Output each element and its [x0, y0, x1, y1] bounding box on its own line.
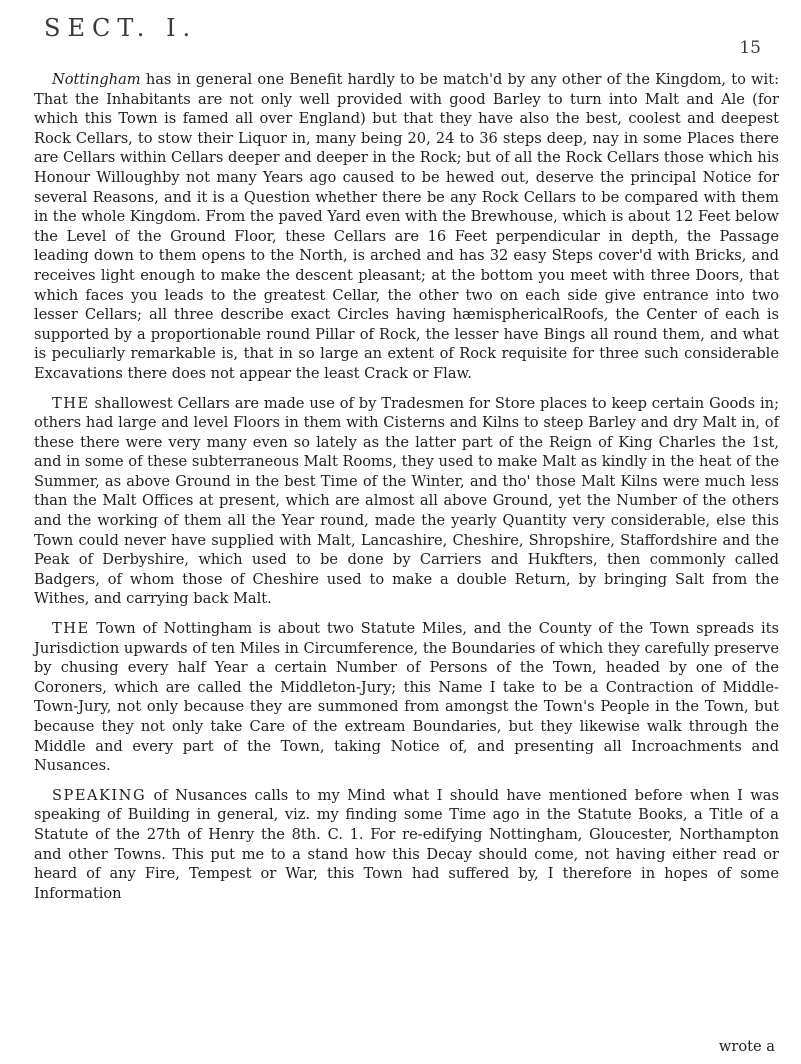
paragraph-2 — [34, 394, 779, 610]
paragraph-4-lead: SPEAKING — [52, 786, 147, 804]
paragraph-4-text: of Nusances calls to my Mind what I should have mentioned before when I was speaking of Building in general, viz. my finding some Time ago in the Statute Books, a Title of a Statute of the 27th of Henry the 8th. C. 1. For re-edifying Nottingham, Gloucester, Northampton and other Towns. This put me to a stand how this Decay should come, not having either read or heard of any Fire, Tempest or War, this Town had suffered by, I therefore in hopes of some Information — [34, 786, 779, 902]
page-header — [34, 0, 779, 70]
page-number: 15 — [739, 38, 761, 58]
section-heading: SECT. I. — [44, 14, 198, 42]
paragraph-2-text: shallowest Cellars are made use of by Tradesmen for Store places to keep certain Goods in; others had large and level Floors in them with Cisterns and Kilns to steep Barley and dry Malt in, of these there were very many even so lately as the latter part of the Reign of King Charles the 1st, and in some of these subterraneous Malt Rooms, they used to make Malt as kindly in the heat of the Summer, as above Ground in the best Time of the Winter, and tho' those Malt Kilns were much less than the Malt Offices at present, which are almost all above Ground, yet the Number of the others and the working of them all the Year round, made the yearly Quantity very considerable, else this Town could never have supplied with Malt, Lancashire, Cheshire, Shropshire, Staffordshire and the Peak of Derbyshire, which used to be done by Carriers and Hukfters, then commonly called Badgers, of whom those of Cheshire used to make a double Return, by bringing Salt from the Withes, and carrying back Malt. — [34, 394, 779, 608]
paragraph-1-lead: Nottingham — [52, 71, 141, 88]
paragraph-2-lead: THE — [52, 394, 90, 412]
paragraph-4 — [34, 786, 779, 904]
catchword: wrote a — [718, 1038, 775, 1055]
paragraph-1 — [34, 70, 779, 384]
paragraph-3 — [34, 619, 779, 776]
paragraph-3-text: Town of Nottingham is about two Statute Miles, and the County of the Town spreads its Jurisdiction upwards of ten Miles in Circumference, the Boundaries of which they carefully preserve by chusing every half Year a certain Number of Persons of the Town, headed by one of the Coroners, which are called the Middleton-Jury; this Name I take to be a Contraction of Middle-Town-Jury, not only because they are summoned from amongst the Town's People in the Town, but because they not only take Care of the extream Boundaries, but they likewise walk through the Middle and every part of the Town, taking Notice of, and presenting all Incroachments and Nusances. — [34, 620, 779, 775]
paragraph-3-lead: THE — [52, 620, 90, 638]
paragraph-1-text: has in general one Benefit hardly to be match'd by any other of the Kingdom, to wit: That the Inhabitants are not only well provided with good Barley to turn into Malt and Ale (for which this Town is famed all over England) but that they have also the best, coolest and deepest Rock Cellars, to stow their Liquor in, many being 20, 24 to 36 steps deep, nay in some Places there are Cellars within Cellars deeper and deeper in the Rock; but of all the Rock Cellars those which his Honour Willoughby not many Years ago caused to be hewed out, deserve the principal Notice for several Reasons, and it is a Question whether there be any Rock Cellars to be compared with them in the whole Kingdom. From the paved Yard even with the Brewhouse, which is about 12 Feet below the Level of the Ground Floor, these Cellars are 16 Feet perpendicular in depth, the Passage leading down to them opens to the North, is arched and has 32 easy Steps cover'd with Bricks, and receives light enough to make the descent pleasant; at the bottom you meet with three Doors, that which faces you leads to the greatest Cellar, the other two on each side give entrance into two lesser Cellars; all three describe exact Circles having hæmisphericalRoofs, the Center of each is supported by a proportionable round Pillar of Rock, the lesser have Bings all round them, and what is peculiarly remarkable is, that in so large an extent of Rock requisite for three such considerable Excavations there does not appear the least Crack or Flaw. — [34, 71, 779, 382]
